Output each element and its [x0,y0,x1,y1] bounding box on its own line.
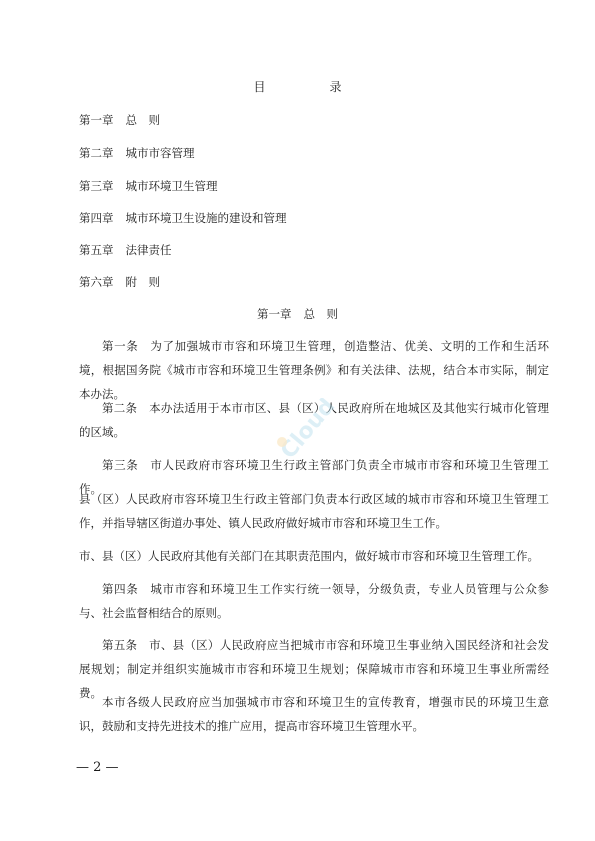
article-3-paragraph: 第三条 市人民政府市容环境卫生行政主管部门负责全市城市市容和环境卫生管理工作。 [79,458,549,496]
toc-item-chapter-2 [79,145,195,161]
cloud-watermark-icon [262,398,352,458]
toc-item-name: 总 则 [125,113,160,127]
toc-item-name: 附 则 [125,275,160,289]
toc-item-number: 第二章 [79,146,114,160]
toc-item-chapter-1 [79,112,160,128]
toc-item-name: 城市环境卫生设施的建设和管理 [125,211,287,225]
toc-item-chapter-4 [79,210,287,226]
chapter-heading-name: 总 则 [303,307,338,321]
article-4-paragraph: 第四条 城市市容和环境卫生工作实行统一领导，分级负责，专业人员管理与公众参与、社会监督相结合的原则。 [79,582,549,620]
toc-item-chapter-3 [79,178,218,194]
chapter-heading-number: 第一章 [257,307,292,321]
toc-item-number: 第五章 [79,243,114,257]
article-1-paragraph: 第一条 为了加强城市市容和环境卫生管理，创造整洁、优美、文明的工作和生活环境，根据国务院《城市市容和环境卫生管理条例》和有关法律、法规，结合本市实际，制定本办法。 [79,339,549,401]
article-5-paragraph: 第五条 市、县（区）人民政府应当把城市市容和环境卫生事业纳入国民经济和社会发展规划；制定并组织实施城市市容和环境卫生规划；保障城市市容和环境卫生事业所需经费。 [79,638,549,700]
toc-item-number: 第三章 [79,179,114,193]
toc-item-name: 法律责任 [125,243,172,257]
toc-item-chapter-5 [79,242,172,258]
article-2-paragraph: 第二条 本办法适用于本市市区、县（区）人民政府所在地城区及其他实行城市化管理的区域。 [79,401,549,439]
toc-item-name: 城市环境卫生管理 [125,179,218,193]
toc-item-number: 第六章 [79,275,114,289]
toc-item-chapter-6 [79,274,160,290]
toc-item-number: 第一章 [79,113,114,127]
toc-title: 目 录 [253,80,368,94]
article-3-county-paragraph: 县（区）人民政府市容环境卫生行政主管部门负责本行政区域的城市市容和环境卫生管理工作，并指导辖区街道办事处、镇人民政府做好城市市容和环境卫生工作。 [79,492,549,530]
toc-item-name: 城市市容管理 [125,146,195,160]
svg-text:Cloud: Cloud [276,398,341,458]
chapter-heading [0,306,595,322]
watermark-logo [262,398,352,458]
toc-item-number: 第四章 [79,211,114,225]
article-5-education-paragraph: 本市各级人民政府应当加强城市市容和环境卫生的宣传教育，增强市民的环境卫生意识，鼓励和支持先进技术的推广应用，提高市容环境卫生管理水平。 [79,695,549,733]
page-number: — 2 — [76,760,119,775]
article-3-departments-paragraph: 市、县（区）人民政府其他有关部门在其职责范围内，做好城市市容和环境卫生管理工作。 [79,549,539,563]
